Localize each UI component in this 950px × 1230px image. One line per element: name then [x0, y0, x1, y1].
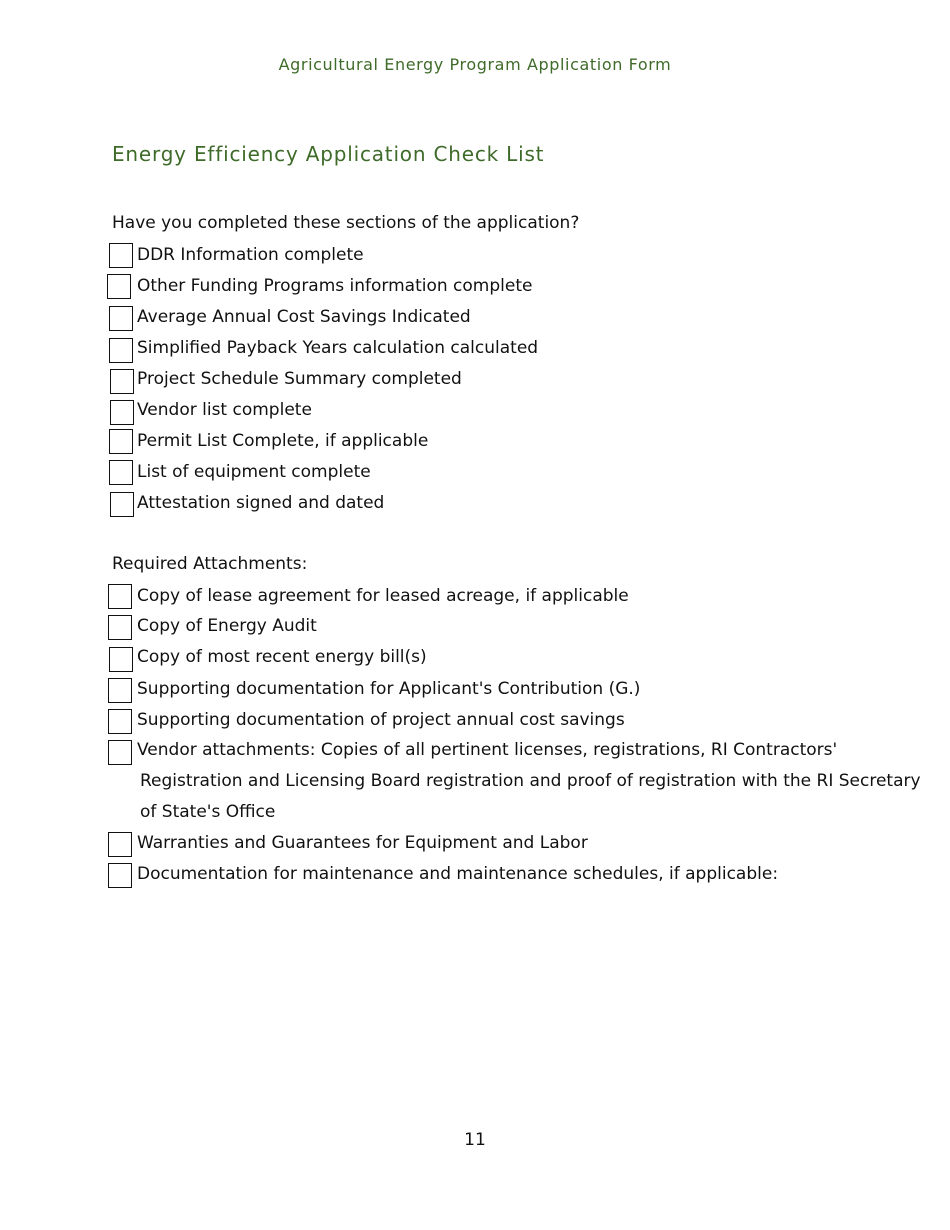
- completion-question: Have you completed these sections of the application?: [112, 213, 580, 233]
- attachment-item-label: Vendor attachments: Copies of all pertinent licenses, registrations, RI Contractors': [137, 740, 838, 760]
- checklist-item-label: Project Schedule Summary completed: [137, 369, 462, 389]
- checkbox-equipment-list[interactable]: [109, 460, 133, 485]
- checkbox-project-schedule[interactable]: [110, 369, 134, 394]
- checklist-item-label: Permit List Complete, if applicable: [137, 431, 429, 451]
- checkbox-ddr-information[interactable]: [109, 243, 133, 268]
- checklist-item-label: DDR Information complete: [137, 245, 364, 265]
- checkbox-energy-audit[interactable]: [108, 615, 132, 640]
- checkbox-maintenance-docs[interactable]: [108, 863, 132, 888]
- checkbox-annual-cost-savings[interactable]: [109, 306, 133, 331]
- checklist-item-label: Vendor list complete: [137, 400, 312, 420]
- checklist-item-label: Average Annual Cost Savings Indicated: [137, 307, 471, 327]
- attachment-item-label: Supporting documentation for Applicant's Contribution (G.): [137, 679, 641, 699]
- checkbox-annual-cost-savings-docs[interactable]: [108, 709, 132, 734]
- section-title: Energy Efficiency Application Check List: [112, 142, 545, 166]
- checklist-item-label: Simplified Payback Years calculation calculated: [137, 338, 539, 358]
- checklist-item-label: Attestation signed and dated: [137, 493, 385, 513]
- checkbox-warranties[interactable]: [108, 832, 132, 857]
- attachment-item-label: Warranties and Guarantees for Equipment and Labor: [137, 833, 588, 853]
- checklist-item-label: List of equipment complete: [137, 462, 371, 482]
- attachment-item-label: Documentation for maintenance and maintenance schedules, if applicable:: [137, 864, 779, 884]
- checkbox-lease-agreement[interactable]: [108, 584, 132, 609]
- checkbox-vendor-list[interactable]: [110, 400, 134, 425]
- attachments-heading: Required Attachments:: [112, 554, 308, 574]
- page-number: 11: [464, 1130, 486, 1150]
- running-header: Agricultural Energy Program Application Form: [278, 55, 672, 74]
- attachment-item-label: Copy of lease agreement for leased acreage, if applicable: [137, 586, 629, 606]
- checkbox-energy-bill[interactable]: [109, 647, 133, 672]
- vendor-attachments-continuation: Registration and Licensing Board registration and proof of registration with the RI Secretary: [140, 771, 921, 791]
- attachment-item-label: Copy of Energy Audit: [137, 616, 317, 636]
- checkbox-applicant-contribution[interactable]: [108, 678, 132, 703]
- checkbox-other-funding[interactable]: [107, 274, 131, 299]
- checkbox-vendor-attachments[interactable]: [108, 740, 132, 765]
- vendor-attachments-continuation: of State's Office: [140, 802, 276, 822]
- checkbox-permit-list[interactable]: [109, 429, 133, 454]
- checklist-item-label: Other Funding Programs information complete: [137, 276, 533, 296]
- attachment-item-label: Supporting documentation of project annual cost savings: [137, 710, 625, 730]
- checkbox-payback-years[interactable]: [109, 338, 133, 363]
- checkbox-attestation[interactable]: [110, 492, 134, 517]
- attachment-item-label: Copy of most recent energy bill(s): [137, 647, 427, 667]
